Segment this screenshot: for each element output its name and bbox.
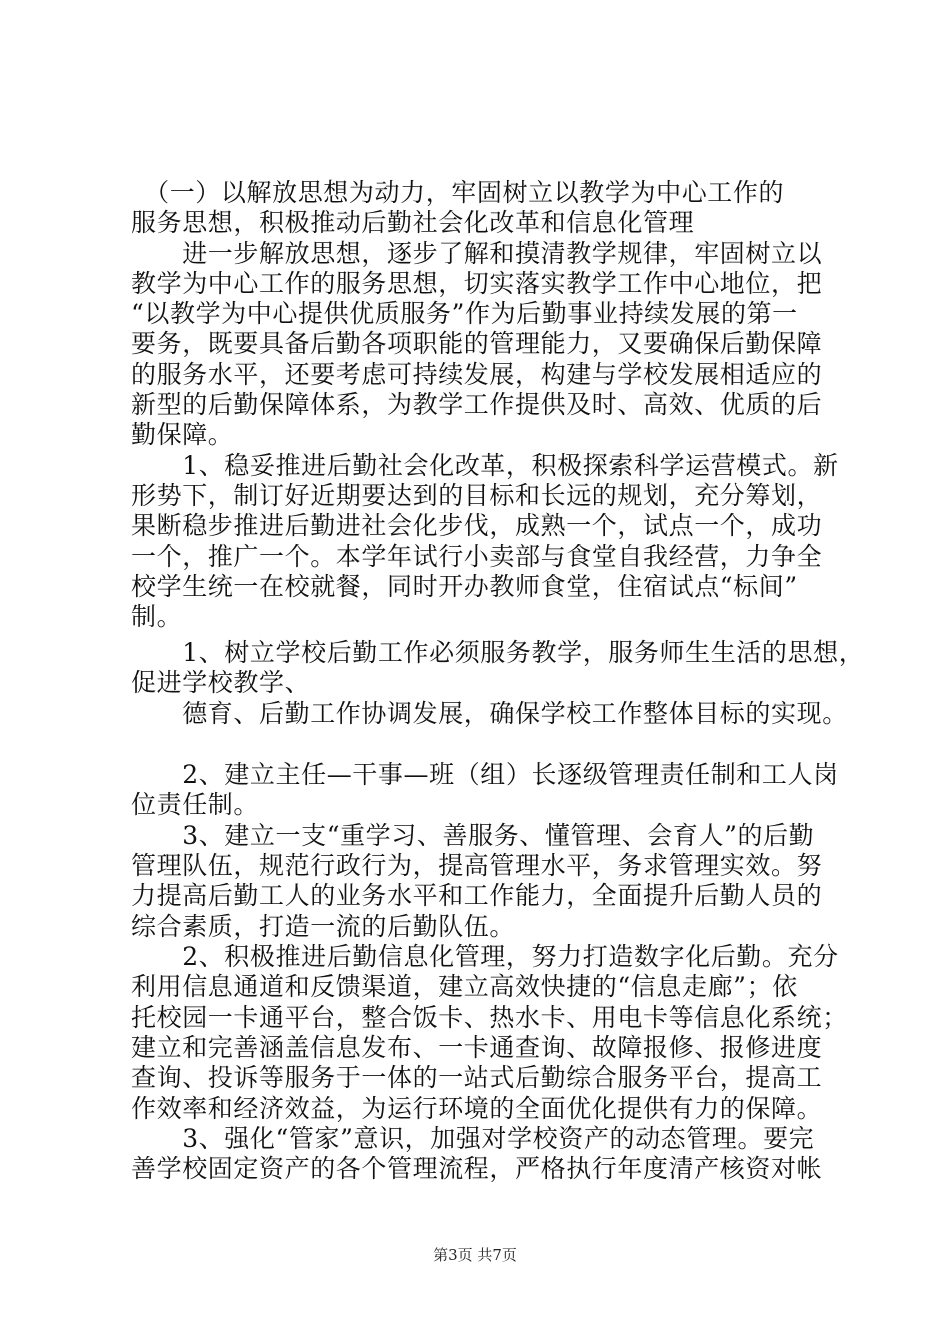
text-line: “以教学为中心提供优质服务”作为后勤事业持续发展的第一 — [131, 299, 798, 328]
text-line: 果断稳步推进后勤进社会化步伐，成熟一个，试点一个，成功 — [131, 511, 823, 540]
text-line: 建立和完善涵盖信息发布、一卡通查询、故障报修、报修进度 — [131, 1033, 823, 1062]
text-line: 利用信息通道和反馈渠道，建立高效快捷的“信息走廊”；依 — [131, 972, 798, 1001]
page-number-footer: 第3页 共7页 — [433, 1246, 517, 1264]
text-line: 1、稳妥推进后勤社会化改革，积极探索科学运营模式。新 — [131, 451, 839, 480]
text-line: 3、建立一支“重学习、善服务、懂管理、会育人”的后勤 — [131, 821, 815, 850]
text-line: 服务思想，积极推动后勤社会化改革和信息化管理 — [131, 208, 695, 237]
text-line: 2、建立主任—干事—班（组）长逐级管理责任制和工人岗 — [131, 760, 839, 789]
text-line: 善学校固定资产的各个管理流程，严格执行年度清产核资对帐 — [131, 1154, 823, 1183]
text-line: 综合素质，打造一流的后勤队伍。 — [131, 912, 516, 941]
text-line: 教学为中心工作的服务思想，切实落实教学工作中心地位，把 — [131, 269, 823, 298]
text-line: 德育、后勤工作协调发展，确保学校工作整体目标的实现。 — [131, 699, 848, 728]
text-line: 3、强化“管家”意识，加强对学校资产的动态管理。要完 — [131, 1124, 815, 1153]
text-line: 位责任制。 — [131, 790, 260, 819]
text-line: 的服务水平，还要考虑可持续发展，构建与学校发展相适应的 — [131, 360, 823, 389]
text-line: （一）以解放思想为动力，牢固树立以教学为中心工作的 — [131, 178, 785, 207]
text-line: 要务，既要具备后勤各项职能的管理能力，又要确保后勤保障 — [131, 329, 823, 358]
text-line: 形势下，制订好近期要达到的目标和长远的规划，充分筹划， — [131, 481, 823, 510]
text-line: 校学生统一在校就餐，同时开办教师食堂，住宿试点“标间” — [131, 572, 798, 601]
text-line: 进一步解放思想，逐步了解和摸清教学规律，牢固树立以 — [131, 239, 823, 268]
text-line: 2、积极推进后勤信息化管理，努力打造数字化后勤。充分 — [131, 942, 839, 971]
text-line: 一个，推广一个。本学年试行小卖部与食堂自我经营，力争全 — [131, 542, 823, 571]
text-line: 力提高后勤工人的业务水平和工作能力，全面提升后勤人员的 — [131, 881, 823, 910]
text-line: 查询、投诉等服务于一体的一站式后勤综合服务平台，提高工 — [131, 1063, 823, 1092]
text-line: 新型的后勤保障体系，为教学工作提供及时、高效、优质的后 — [131, 390, 823, 419]
text-line: 制。 — [131, 602, 183, 631]
text-line: 管理队伍，规范行政行为，提高管理水平，务求管理实效。努 — [131, 851, 823, 880]
text-line: 托校园一卡通平台，整合饭卡、热水卡、用电卡等信息化系统； — [131, 1003, 848, 1032]
text-line: 作效率和经济效益，为运行环境的全面优化提供有力的保障。 — [131, 1094, 823, 1123]
text-line: 促进学校教学、 — [131, 668, 311, 697]
text-line: 1、树立学校后勤工作必须服务教学，服务师生生活的思想， — [131, 638, 865, 667]
text-line: 勤保障。 — [131, 420, 234, 449]
